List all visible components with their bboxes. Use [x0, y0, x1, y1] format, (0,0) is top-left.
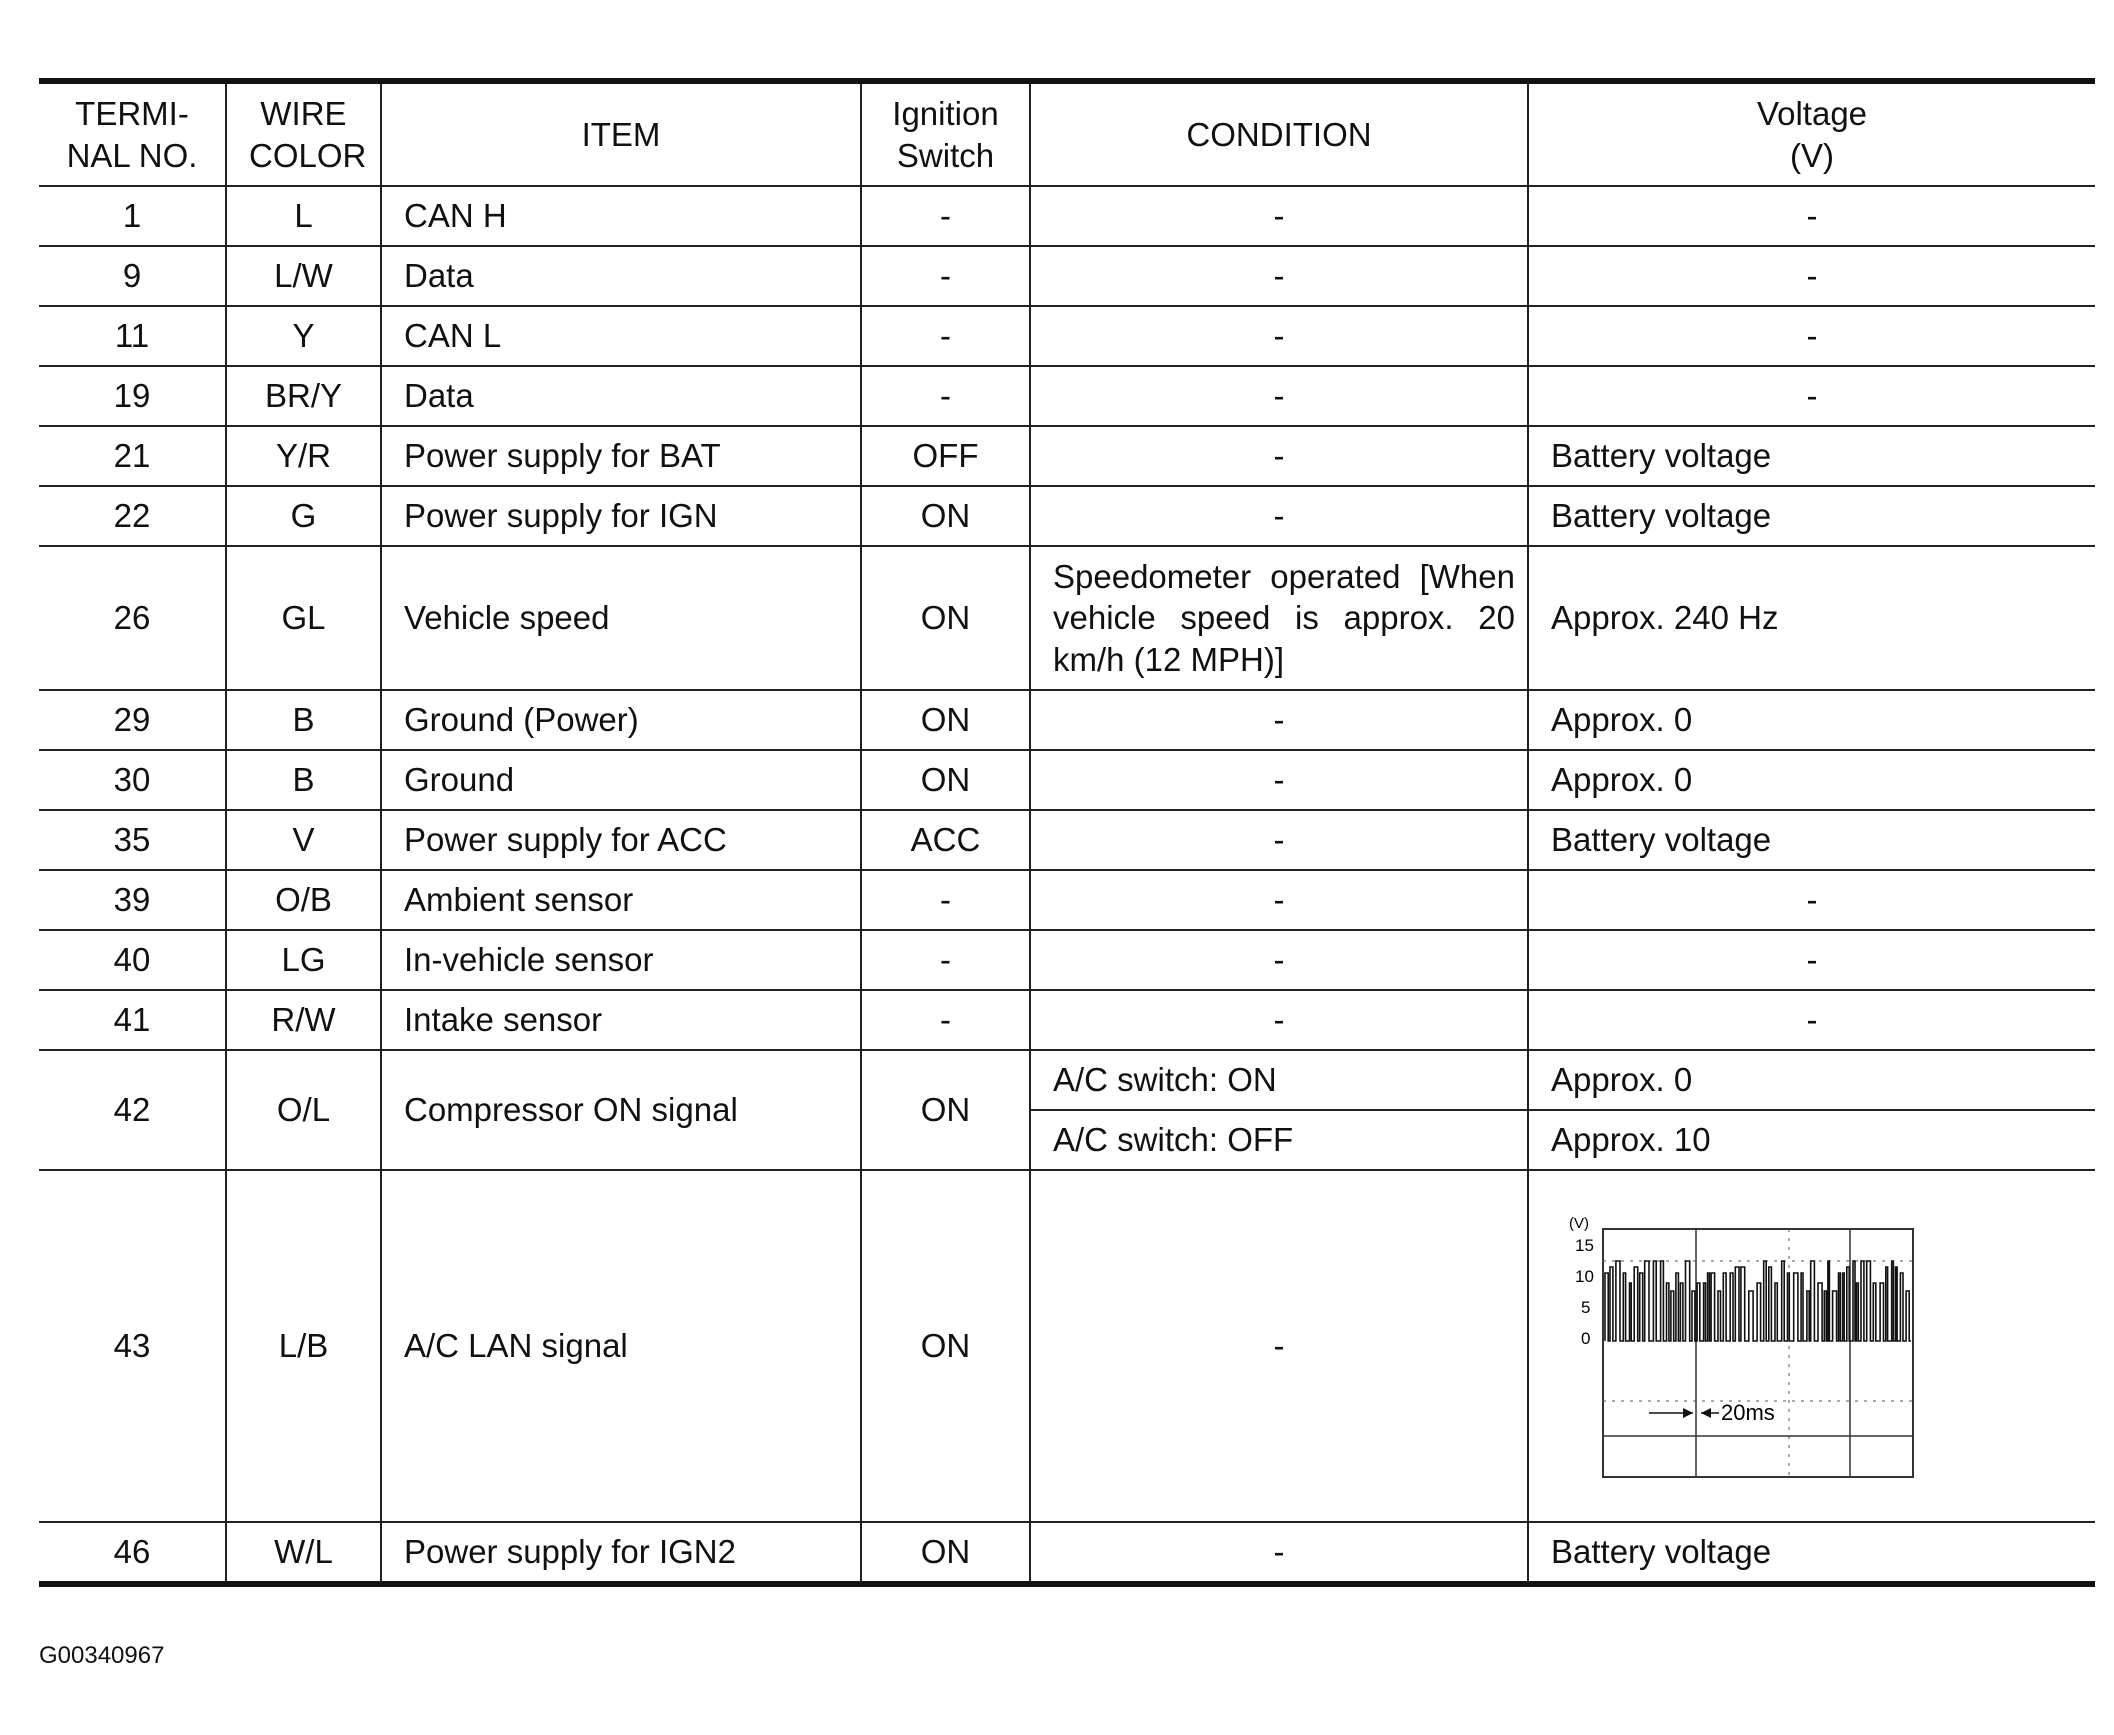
condition-cell: - [1030, 486, 1528, 546]
waveform-scope [1569, 1211, 1929, 1481]
header-row [39, 81, 2095, 186]
voltage-cell: - [1528, 990, 2095, 1050]
table-row [39, 870, 2095, 930]
voltage-cell: Approx. 0 [1528, 690, 2095, 750]
condition-cell: - [1030, 246, 1528, 306]
condition-cell: - [1030, 870, 1528, 930]
table-row [39, 750, 2095, 810]
ignition-cell: ON [861, 750, 1030, 810]
condition-cell: - [1030, 186, 1528, 246]
time-scale-label: 20ms [1721, 1400, 1775, 1425]
wire-color-cell: O/B [226, 870, 381, 930]
ignition-cell: OFF [861, 426, 1030, 486]
ignition-cell: - [861, 306, 1030, 366]
item-cell: Vehicle speed [381, 546, 861, 690]
wire-color-cell: GL [226, 546, 381, 690]
voltage-cell: Approx. 0 [1528, 1050, 2095, 1110]
wire-color-cell: O/L [226, 1050, 381, 1170]
voltage-cell: - [1528, 870, 2095, 930]
terminal-cell: 46 [39, 1522, 226, 1584]
item-cell: Power supply for IGN2 [381, 1522, 861, 1584]
table-row [39, 810, 2095, 870]
voltage-cell: Battery voltage [1528, 486, 2095, 546]
ignition-cell: - [861, 366, 1030, 426]
condition-cell: - [1030, 426, 1528, 486]
header-ignition: Ignition Switch [861, 81, 1030, 186]
wire-color-cell: LG [226, 930, 381, 990]
ignition-cell: - [861, 246, 1030, 306]
table-row [39, 246, 2095, 306]
ignition-cell: ON [861, 1050, 1030, 1170]
ignition-cell: ON [861, 1522, 1030, 1584]
item-cell: A/C LAN signal [381, 1170, 861, 1522]
voltage-cell: - [1528, 186, 2095, 246]
table-row [39, 1522, 2095, 1584]
terminal-cell: 35 [39, 810, 226, 870]
item-cell: Ground (Power) [381, 690, 861, 750]
time-scale-marker [1649, 1408, 1719, 1418]
ignition-cell: ON [861, 1170, 1030, 1522]
item-cell: Power supply for BAT [381, 426, 861, 486]
terminal-table [39, 78, 2095, 1587]
waveform-y-tick: 10 [1575, 1267, 1594, 1286]
table-row [39, 1050, 2095, 1110]
item-cell: Power supply for ACC [381, 810, 861, 870]
table-row [39, 426, 2095, 486]
voltage-cell: Approx. 0 [1528, 750, 2095, 810]
condition-cell: A/C switch: OFF [1030, 1110, 1528, 1170]
item-cell: In-vehicle sensor [381, 930, 861, 990]
voltage-cell: - [1528, 366, 2095, 426]
terminal-cell: 19 [39, 366, 226, 426]
item-cell: CAN H [381, 186, 861, 246]
wire-color-cell: B [226, 750, 381, 810]
waveform-cell [1528, 1170, 2095, 1522]
wire-color-cell: G [226, 486, 381, 546]
header-item: ITEM [381, 81, 861, 186]
voltage-cell: Approx. 240 Hz [1528, 546, 2095, 690]
ignition-cell: ON [861, 690, 1030, 750]
wire-color-cell: L/B [226, 1170, 381, 1522]
wire-color-cell: BR/Y [226, 366, 381, 426]
terminal-cell: 9 [39, 246, 226, 306]
item-cell: Data [381, 246, 861, 306]
condition-cell: - [1030, 810, 1528, 870]
table-row [39, 186, 2095, 246]
terminal-cell: 39 [39, 870, 226, 930]
table-row [39, 990, 2095, 1050]
wire-color-cell: L/W [226, 246, 381, 306]
item-cell: Compressor ON signal [381, 1050, 861, 1170]
document-id: G00340967 [39, 1642, 165, 1669]
table-row [39, 690, 2095, 750]
ignition-cell: ON [861, 546, 1030, 690]
condition-cell: - [1030, 690, 1528, 750]
voltage-cell: - [1528, 306, 2095, 366]
header-voltage: Voltage (V) [1528, 81, 2095, 186]
terminal-cell: 1 [39, 186, 226, 246]
voltage-cell: Battery voltage [1528, 426, 2095, 486]
wire-color-cell: R/W [226, 990, 381, 1050]
condition-cell: - [1030, 1170, 1528, 1522]
terminal-cell: 22 [39, 486, 226, 546]
condition-cell: A/C switch: ON [1030, 1050, 1528, 1110]
wire-color-cell: W/L [226, 1522, 381, 1584]
terminal-cell: 40 [39, 930, 226, 990]
table-row [39, 306, 2095, 366]
condition-cell: - [1030, 750, 1528, 810]
item-cell: Ambient sensor [381, 870, 861, 930]
condition-cell: - [1030, 990, 1528, 1050]
condition-cell: - [1030, 1522, 1528, 1584]
item-cell: CAN L [381, 306, 861, 366]
waveform-unit-label: (V) [1569, 1215, 1589, 1232]
item-cell: Data [381, 366, 861, 426]
table-row [39, 930, 2095, 990]
header-condition: CONDITION [1030, 81, 1528, 186]
wire-color-cell: Y/R [226, 426, 381, 486]
waveform-trace [1605, 1261, 1911, 1341]
wire-color-cell: L [226, 186, 381, 246]
wire-color-cell: Y [226, 306, 381, 366]
condition-cell: - [1030, 366, 1528, 426]
header-terminal: TERMI- NAL NO. [39, 81, 226, 186]
terminal-cell: 30 [39, 750, 226, 810]
terminal-cell: 41 [39, 990, 226, 1050]
item-cell: Ground [381, 750, 861, 810]
ignition-cell: - [861, 990, 1030, 1050]
wire-color-cell: V [226, 810, 381, 870]
item-cell: Power supply for IGN [381, 486, 861, 546]
terminal-cell: 42 [39, 1050, 226, 1170]
waveform-y-tick: 5 [1581, 1298, 1591, 1317]
ignition-cell: ON [861, 486, 1030, 546]
terminal-cell: 11 [39, 306, 226, 366]
table-row [39, 546, 2095, 690]
table-row [39, 366, 2095, 426]
voltage-cell: - [1528, 246, 2095, 306]
voltage-cell: Approx. 10 [1528, 1110, 2095, 1170]
item-cell: Intake sensor [381, 990, 861, 1050]
voltage-cell: Battery voltage [1528, 810, 2095, 870]
voltage-cell: - [1528, 930, 2095, 990]
condition-cell: Speedometer operated [When vehicle speed is approx. 20 km/h (12 MPH)] [1030, 546, 1528, 690]
condition-cell: - [1030, 930, 1528, 990]
ignition-cell: - [861, 870, 1030, 930]
terminal-cell: 43 [39, 1170, 226, 1522]
terminal-cell: 21 [39, 426, 226, 486]
waveform-y-tick: 0 [1581, 1329, 1591, 1348]
ignition-cell: ACC [861, 810, 1030, 870]
terminal-cell: 26 [39, 546, 226, 690]
voltage-cell: Battery voltage [1528, 1522, 2095, 1584]
header-wire-color: WIRE COLOR [226, 81, 381, 186]
condition-cell: - [1030, 306, 1528, 366]
wire-color-cell: B [226, 690, 381, 750]
table-row [39, 486, 2095, 546]
terminal-cell: 29 [39, 690, 226, 750]
table-row [39, 1170, 2095, 1522]
waveform-y-tick: 15 [1575, 1236, 1594, 1255]
ignition-cell: - [861, 930, 1030, 990]
ignition-cell: - [861, 186, 1030, 246]
